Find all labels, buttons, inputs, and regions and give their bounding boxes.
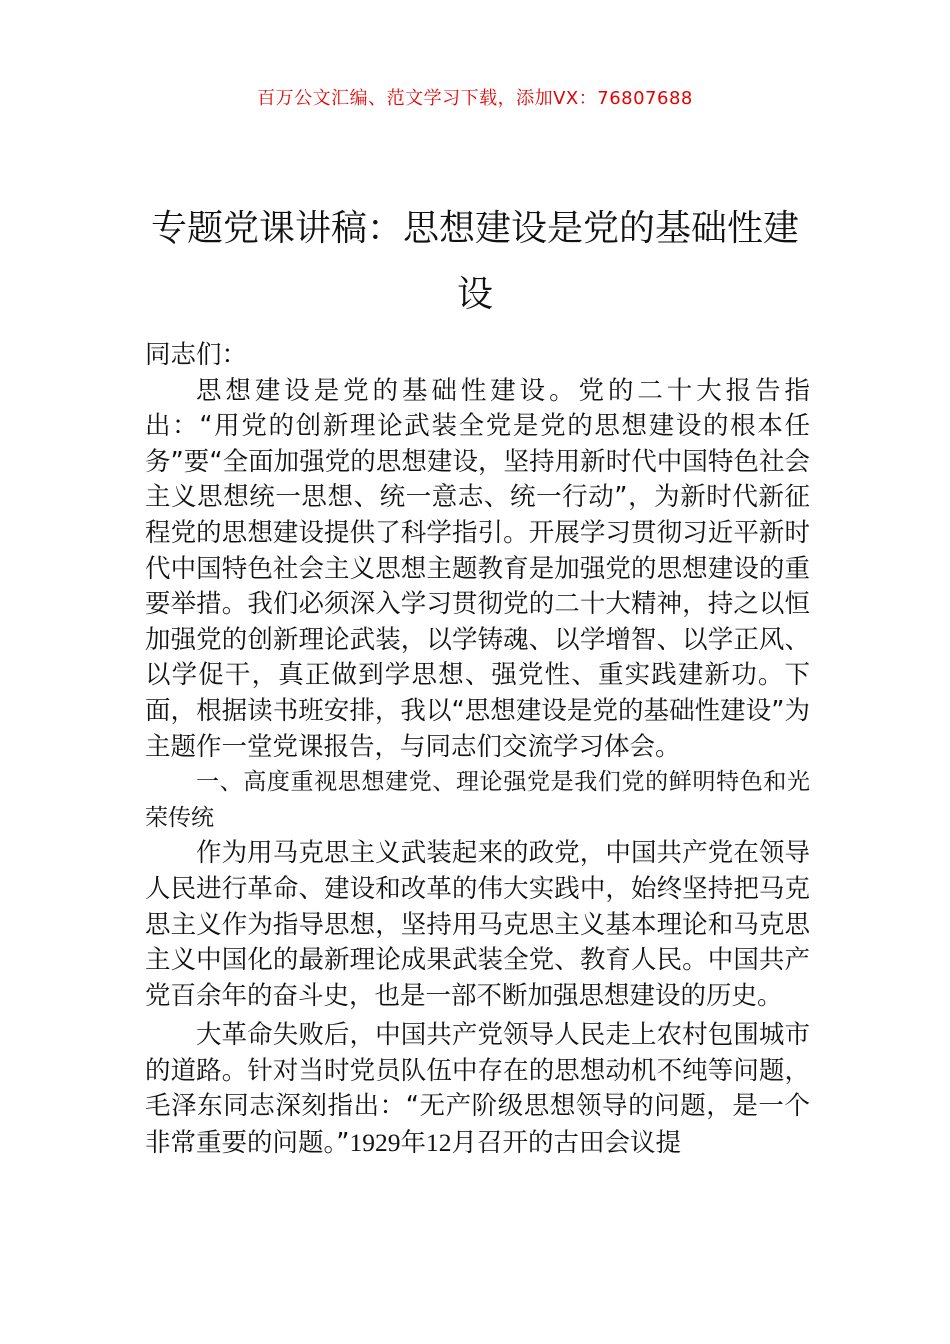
year-number: 1929 <box>349 1128 401 1158</box>
watermark-banner: 百万公文汇编、范文学习下载，添加VX：76807688 <box>257 88 693 109</box>
page-title: 专题党课讲稿：思想建设是党的基础性建设 <box>150 208 799 316</box>
paragraph-history: 作为用马克思主义武装起来的政党，中国共产党在领导人民进行革命、建设和改革的伟大实践中，始终坚持把马克思主义作为指导思想，坚持用马克思主义基本理论和马克思主义中国化的最新理论成果武装全党、教育人民。中国共产党百余年的奋斗史，也是一部不断加强思想建设的历史。 <box>145 838 810 1011</box>
document-body <box>145 338 810 1162</box>
year-suffix: 年 <box>400 1128 426 1159</box>
paragraph-revolution-text: 大革命失败后，中国共产党领导人民走上农村包围城市的道路。针对当时党员队伍中存在的思想动机不纯等问题，毛泽东同志深刻指出：“无产阶级思想领导的问题，是一个非常重要的问题。” <box>145 1020 810 1159</box>
paragraph-intro: 思想建设是党的基础性建设。党的二十大报告指出：“用党的创新理论武装全党是党的思想建设的根本任务”要“全面加强党的思想建设，坚持用新时代中国特色社会主义思想统一思想、统一意志、统一行动”，为新时代新征程党的思想建设提供了科学指引。开展学习贯彻习近平新时代中国特色社会主义思想主题教育是加强党的思想建设的重要举措。我们必须深入学习贯彻党的二十大精神，持之以恒加强党的创新理论武装，以学铸魂、以学增智、以学正风、以学促干，真正做到学思想、强党性、重实践建新功。下面，根据读书班安排，我以“思想建设是党的基础性建设”为主题作一堂党课报告，与同志们交流学习体会。 <box>145 375 810 762</box>
section-heading-1: 一、高度重视思想建党、理论强党是我们党的鲜明特色和光荣传统 <box>145 769 810 831</box>
paragraph-revolution <box>145 1018 810 1161</box>
paragraph-revolution-tail: 月召开的古田会议提 <box>451 1128 681 1159</box>
salutation: 同志们： <box>145 340 248 370</box>
month-number: 12 <box>425 1128 452 1158</box>
